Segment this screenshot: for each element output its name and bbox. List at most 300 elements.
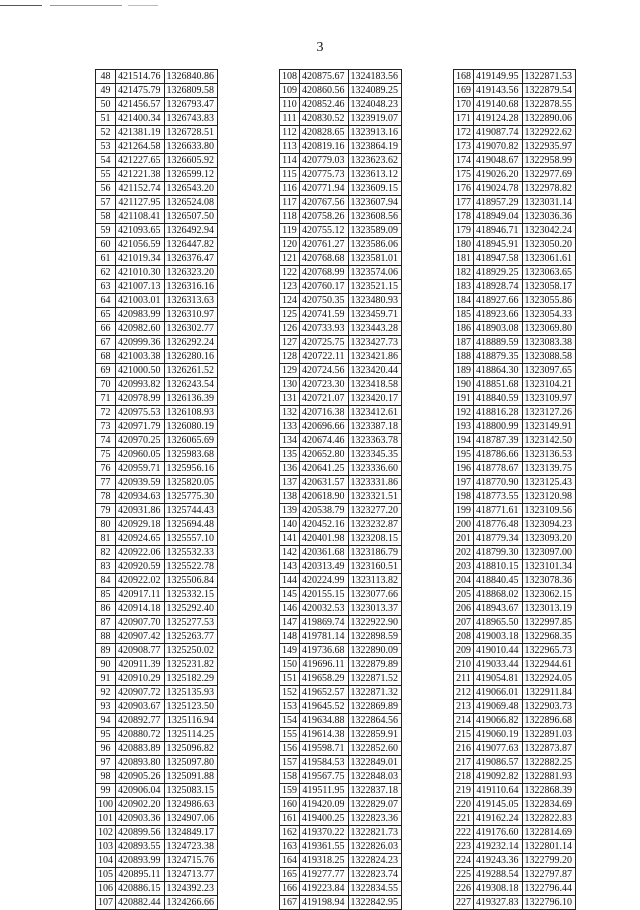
- point-number: 221: [454, 812, 474, 826]
- x-coordinate: 419066.01: [474, 686, 523, 700]
- x-coordinate: 418816.28: [474, 406, 523, 420]
- x-coordinate: 420155.15: [300, 588, 349, 602]
- table-row: [454, 154, 576, 168]
- y-coordinate: 1323042.24: [522, 224, 576, 238]
- x-coordinate: 420674.46: [300, 434, 349, 448]
- point-number: 110: [280, 98, 300, 112]
- table-row: [96, 420, 218, 434]
- table-row: [96, 238, 218, 252]
- point-number: 166: [280, 882, 300, 896]
- x-coordinate: 420975.53: [116, 406, 165, 420]
- point-number: 107: [96, 896, 116, 910]
- point-number: 174: [454, 154, 474, 168]
- table-row: [454, 84, 576, 98]
- x-coordinate: 418927.66: [474, 294, 523, 308]
- table-row: [280, 770, 402, 784]
- table-row: [96, 112, 218, 126]
- y-coordinate: 1323055.86: [522, 294, 576, 308]
- table-row: [96, 406, 218, 420]
- y-coordinate: 1323421.86: [348, 350, 402, 364]
- table-row: [280, 112, 402, 126]
- point-number: 83: [96, 560, 116, 574]
- x-coordinate: 420903.36: [116, 812, 165, 826]
- x-coordinate: 420882.44: [116, 896, 165, 910]
- x-coordinate: 419003.18: [474, 630, 523, 644]
- x-coordinate: 419092.82: [474, 770, 523, 784]
- point-number: 70: [96, 378, 116, 392]
- point-number: 92: [96, 686, 116, 700]
- table-row: [96, 140, 218, 154]
- point-number: 183: [454, 280, 474, 294]
- y-coordinate: 1326280.16: [164, 350, 218, 364]
- table-row: [280, 756, 402, 770]
- table-row: [454, 238, 576, 252]
- y-coordinate: 1323607.94: [348, 196, 402, 210]
- x-coordinate: 418946.71: [474, 224, 523, 238]
- table-row: [280, 854, 402, 868]
- y-coordinate: 1323093.20: [522, 532, 576, 546]
- table-row: [454, 546, 576, 560]
- point-number: 72: [96, 406, 116, 420]
- table-row: [280, 280, 402, 294]
- table-row: [280, 462, 402, 476]
- point-number: 187: [454, 336, 474, 350]
- x-coordinate: 419223.84: [300, 882, 349, 896]
- table-row: [96, 490, 218, 504]
- y-coordinate: 1326302.77: [164, 322, 218, 336]
- table-row: [96, 210, 218, 224]
- table-row: [96, 196, 218, 210]
- x-coordinate: 419658.29: [300, 672, 349, 686]
- point-number: 208: [454, 630, 474, 644]
- x-coordinate: 418840.45: [474, 574, 523, 588]
- table-row: [280, 686, 402, 700]
- y-coordinate: 1323125.43: [522, 476, 576, 490]
- point-number: 129: [280, 364, 300, 378]
- x-coordinate: 419124.28: [474, 112, 523, 126]
- point-number: 120: [280, 238, 300, 252]
- y-coordinate: 1323589.09: [348, 224, 402, 238]
- y-coordinate: 1325135.93: [164, 686, 218, 700]
- table-row: [454, 896, 576, 910]
- x-coordinate: 420875.67: [300, 70, 349, 84]
- point-number: 169: [454, 84, 474, 98]
- table-row: [280, 434, 402, 448]
- x-coordinate: 420893.99: [116, 854, 165, 868]
- x-coordinate: 420906.04: [116, 784, 165, 798]
- y-coordinate: 1323069.80: [522, 322, 576, 336]
- y-coordinate: 1326313.63: [164, 294, 218, 308]
- x-coordinate: 419026.20: [474, 168, 523, 182]
- y-coordinate: 1326605.92: [164, 154, 218, 168]
- point-number: 179: [454, 224, 474, 238]
- table-row: [454, 560, 576, 574]
- table-row: [280, 672, 402, 686]
- x-coordinate: 420934.63: [116, 490, 165, 504]
- y-coordinate: 1323139.75: [522, 462, 576, 476]
- point-number: 66: [96, 322, 116, 336]
- point-number: 122: [280, 266, 300, 280]
- x-coordinate: 419652.57: [300, 686, 349, 700]
- table-row: [454, 182, 576, 196]
- y-coordinate: 1323113.82: [348, 574, 402, 588]
- point-number: 163: [280, 840, 300, 854]
- point-number: 203: [454, 560, 474, 574]
- point-number: 81: [96, 532, 116, 546]
- table-row: [454, 700, 576, 714]
- table-row: [454, 308, 576, 322]
- y-coordinate: 1326599.12: [164, 168, 218, 182]
- x-coordinate: 420892.77: [116, 714, 165, 728]
- point-number: 51: [96, 112, 116, 126]
- point-number: 161: [280, 812, 300, 826]
- point-number: 50: [96, 98, 116, 112]
- table-row: [96, 476, 218, 490]
- table-row: [280, 448, 402, 462]
- table-row: [454, 840, 576, 854]
- y-coordinate: 1322821.73: [348, 826, 402, 840]
- table-row: [280, 350, 402, 364]
- y-coordinate: 1322864.56: [348, 714, 402, 728]
- x-coordinate: 420724.56: [300, 364, 349, 378]
- table-row: [454, 658, 576, 672]
- y-coordinate: 1323136.53: [522, 448, 576, 462]
- table-row: [454, 532, 576, 546]
- table-row: [96, 532, 218, 546]
- point-number: 216: [454, 742, 474, 756]
- table-row: [96, 504, 218, 518]
- table-row: [454, 616, 576, 630]
- point-number: 184: [454, 294, 474, 308]
- table-row: [96, 84, 218, 98]
- x-coordinate: 419060.19: [474, 728, 523, 742]
- y-coordinate: 1325123.50: [164, 700, 218, 714]
- table-row: [280, 588, 402, 602]
- table-row: [454, 252, 576, 266]
- x-coordinate: 421003.38: [116, 350, 165, 364]
- y-coordinate: 1324715.76: [164, 854, 218, 868]
- x-coordinate: 420819.16: [300, 140, 349, 154]
- x-coordinate: 420641.25: [300, 462, 349, 476]
- table-row: [454, 322, 576, 336]
- y-coordinate: 1322848.03: [348, 770, 402, 784]
- x-coordinate: 419567.75: [300, 770, 349, 784]
- x-coordinate: 421056.59: [116, 238, 165, 252]
- point-number: 101: [96, 812, 116, 826]
- point-number: 75: [96, 448, 116, 462]
- x-coordinate: 421264.58: [116, 140, 165, 154]
- point-number: 153: [280, 700, 300, 714]
- table-row: [454, 686, 576, 700]
- x-coordinate: 421007.13: [116, 280, 165, 294]
- x-coordinate: 420758.26: [300, 210, 349, 224]
- point-number: 52: [96, 126, 116, 140]
- table-row: [96, 280, 218, 294]
- y-coordinate: 1322859.91: [348, 728, 402, 742]
- point-number: 59: [96, 224, 116, 238]
- y-coordinate: 1326524.08: [164, 196, 218, 210]
- x-coordinate: 418779.34: [474, 532, 523, 546]
- table-row: [280, 532, 402, 546]
- y-coordinate: 1322823.74: [348, 868, 402, 882]
- x-coordinate: 420723.30: [300, 378, 349, 392]
- y-coordinate: 1325182.29: [164, 672, 218, 686]
- x-coordinate: 420779.03: [300, 154, 349, 168]
- x-coordinate: 420903.67: [116, 700, 165, 714]
- y-coordinate: 1323574.06: [348, 266, 402, 280]
- y-coordinate: 1323919.07: [348, 112, 402, 126]
- x-coordinate: 419070.82: [474, 140, 523, 154]
- point-number: 215: [454, 728, 474, 742]
- y-coordinate: 1322922.90: [348, 616, 402, 630]
- point-number: 154: [280, 714, 300, 728]
- y-coordinate: 1323480.93: [348, 294, 402, 308]
- table-row: [454, 812, 576, 826]
- table-row: [96, 756, 218, 770]
- point-number: 220: [454, 798, 474, 812]
- y-coordinate: 1322834.55: [348, 882, 402, 896]
- table-row: [96, 378, 218, 392]
- x-coordinate: 420959.71: [116, 462, 165, 476]
- x-coordinate: 420860.56: [300, 84, 349, 98]
- table-row: [96, 658, 218, 672]
- y-coordinate: 1324266.66: [164, 896, 218, 910]
- y-coordinate: 1326316.16: [164, 280, 218, 294]
- x-coordinate: 420761.27: [300, 238, 349, 252]
- point-number: 140: [280, 518, 300, 532]
- table-row: [454, 126, 576, 140]
- table-row: [280, 238, 402, 252]
- point-number: 60: [96, 238, 116, 252]
- table-row: [280, 154, 402, 168]
- x-coordinate: 418810.15: [474, 560, 523, 574]
- x-coordinate: 420652.80: [300, 448, 349, 462]
- x-coordinate: 418799.30: [474, 546, 523, 560]
- x-coordinate: 421475.79: [116, 84, 165, 98]
- y-coordinate: 1323345.35: [348, 448, 402, 462]
- table-row: [454, 98, 576, 112]
- x-coordinate: 421000.50: [116, 364, 165, 378]
- x-coordinate: 419277.77: [300, 868, 349, 882]
- y-coordinate: 1322890.06: [522, 112, 576, 126]
- x-coordinate: 418776.48: [474, 518, 523, 532]
- x-coordinate: 420983.99: [116, 308, 165, 322]
- x-coordinate: 420960.05: [116, 448, 165, 462]
- y-coordinate: 1325522.78: [164, 560, 218, 574]
- y-coordinate: 1322797.87: [522, 868, 576, 882]
- point-number: 87: [96, 616, 116, 630]
- x-coordinate: 418770.90: [474, 476, 523, 490]
- x-coordinate: 420982.60: [116, 322, 165, 336]
- table-row: [280, 812, 402, 826]
- x-coordinate: 419010.44: [474, 644, 523, 658]
- x-coordinate: 419598.71: [300, 742, 349, 756]
- y-coordinate: 1326292.24: [164, 336, 218, 350]
- y-coordinate: 1323054.33: [522, 308, 576, 322]
- x-coordinate: 419420.09: [300, 798, 349, 812]
- y-coordinate: 1322911.84: [522, 686, 576, 700]
- y-coordinate: 1325557.10: [164, 532, 218, 546]
- table-row: [96, 546, 218, 560]
- table-row: [280, 84, 402, 98]
- y-coordinate: 1322799.20: [522, 854, 576, 868]
- y-coordinate: 1323078.36: [522, 574, 576, 588]
- point-number: 125: [280, 308, 300, 322]
- table-row: [454, 336, 576, 350]
- table-row: [454, 294, 576, 308]
- table-row: [96, 616, 218, 630]
- point-number: 85: [96, 588, 116, 602]
- y-coordinate: 1323427.73: [348, 336, 402, 350]
- point-number: 128: [280, 350, 300, 364]
- table-row: [280, 644, 402, 658]
- x-coordinate: 420032.53: [300, 602, 349, 616]
- x-coordinate: 419361.55: [300, 840, 349, 854]
- x-coordinate: 421381.19: [116, 126, 165, 140]
- table-row: [280, 140, 402, 154]
- y-coordinate: 1326243.54: [164, 378, 218, 392]
- point-number: 156: [280, 742, 300, 756]
- table-row: [280, 252, 402, 266]
- y-coordinate: 1322997.85: [522, 616, 576, 630]
- point-number: 71: [96, 392, 116, 406]
- table-row: [96, 252, 218, 266]
- x-coordinate: 420755.12: [300, 224, 349, 238]
- point-number: 123: [280, 280, 300, 294]
- table-row: [454, 630, 576, 644]
- point-number: 90: [96, 658, 116, 672]
- table-row: [96, 518, 218, 532]
- point-number: 142: [280, 546, 300, 560]
- y-coordinate: 1323613.12: [348, 168, 402, 182]
- point-number: 77: [96, 476, 116, 490]
- point-number: 111: [280, 112, 300, 126]
- table-row: [280, 70, 402, 84]
- table-row: [96, 98, 218, 112]
- table-row: [280, 336, 402, 350]
- x-coordinate: 419614.38: [300, 728, 349, 742]
- y-coordinate: 1326136.39: [164, 392, 218, 406]
- y-coordinate: 1326447.82: [164, 238, 218, 252]
- point-number: 109: [280, 84, 300, 98]
- x-coordinate: 419077.63: [474, 742, 523, 756]
- coordinate-table-1: [95, 69, 218, 910]
- y-coordinate: 1322796.44: [522, 882, 576, 896]
- point-number: 219: [454, 784, 474, 798]
- table-row: [454, 868, 576, 882]
- table-row: [280, 546, 402, 560]
- x-coordinate: 419048.67: [474, 154, 523, 168]
- point-number: 97: [96, 756, 116, 770]
- y-coordinate: 1322878.55: [522, 98, 576, 112]
- x-coordinate: 419069.48: [474, 700, 523, 714]
- y-coordinate: 1323208.15: [348, 532, 402, 546]
- x-coordinate: 418928.74: [474, 280, 523, 294]
- point-number: 96: [96, 742, 116, 756]
- y-coordinate: 1322898.59: [348, 630, 402, 644]
- y-coordinate: 1323127.26: [522, 406, 576, 420]
- x-coordinate: 419370.22: [300, 826, 349, 840]
- table-row: [454, 420, 576, 434]
- table-row: [280, 378, 402, 392]
- table-row: [280, 882, 402, 896]
- table-row: [454, 70, 576, 84]
- table-row: [280, 840, 402, 854]
- y-coordinate: 1322896.68: [522, 714, 576, 728]
- point-number: 84: [96, 574, 116, 588]
- table-row: [454, 392, 576, 406]
- table-row: [280, 560, 402, 574]
- table-row: [454, 882, 576, 896]
- table-row: [280, 392, 402, 406]
- x-coordinate: 418851.68: [474, 378, 523, 392]
- y-coordinate: 1325956.16: [164, 462, 218, 476]
- point-number: 190: [454, 378, 474, 392]
- point-number: 126: [280, 322, 300, 336]
- x-coordinate: 420883.89: [116, 742, 165, 756]
- table-row: [96, 742, 218, 756]
- table-row: [280, 868, 402, 882]
- point-number: 191: [454, 392, 474, 406]
- y-coordinate: 1324713.77: [164, 868, 218, 882]
- point-number: 116: [280, 182, 300, 196]
- x-coordinate: 420970.25: [116, 434, 165, 448]
- point-number: 182: [454, 266, 474, 280]
- point-number: 118: [280, 210, 300, 224]
- y-coordinate: 1322882.25: [522, 756, 576, 770]
- y-coordinate: 1322903.73: [522, 700, 576, 714]
- y-coordinate: 1323232.87: [348, 518, 402, 532]
- point-number: 94: [96, 714, 116, 728]
- y-coordinate: 1326323.20: [164, 266, 218, 280]
- point-number: 143: [280, 560, 300, 574]
- x-coordinate: 420313.49: [300, 560, 349, 574]
- table-row: [454, 196, 576, 210]
- y-coordinate: 1323013.37: [348, 602, 402, 616]
- x-coordinate: 419176.60: [474, 826, 523, 840]
- y-coordinate: 1322869.89: [348, 700, 402, 714]
- table-row: [96, 854, 218, 868]
- point-number: 80: [96, 518, 116, 532]
- point-number: 82: [96, 546, 116, 560]
- table-row: [280, 784, 402, 798]
- y-coordinate: 1325097.80: [164, 756, 218, 770]
- x-coordinate: 420775.73: [300, 168, 349, 182]
- y-coordinate: 1323160.51: [348, 560, 402, 574]
- point-number: 196: [454, 462, 474, 476]
- x-coordinate: 420939.59: [116, 476, 165, 490]
- table-row: [454, 798, 576, 812]
- x-coordinate: 419140.68: [474, 98, 523, 112]
- y-coordinate: 1323586.06: [348, 238, 402, 252]
- table-row: [280, 476, 402, 490]
- point-number: 100: [96, 798, 116, 812]
- y-coordinate: 1323277.20: [348, 504, 402, 518]
- x-coordinate: 418787.39: [474, 434, 523, 448]
- x-coordinate: 419198.94: [300, 896, 349, 910]
- y-coordinate: 1323336.60: [348, 462, 402, 476]
- point-number: 218: [454, 770, 474, 784]
- y-coordinate: 1322881.93: [522, 770, 576, 784]
- point-number: 117: [280, 196, 300, 210]
- point-number: 73: [96, 420, 116, 434]
- point-number: 145: [280, 588, 300, 602]
- table-row: [454, 854, 576, 868]
- point-number: 227: [454, 896, 474, 910]
- y-coordinate: 1322968.35: [522, 630, 576, 644]
- x-coordinate: 419033.44: [474, 658, 523, 672]
- x-coordinate: 420716.38: [300, 406, 349, 420]
